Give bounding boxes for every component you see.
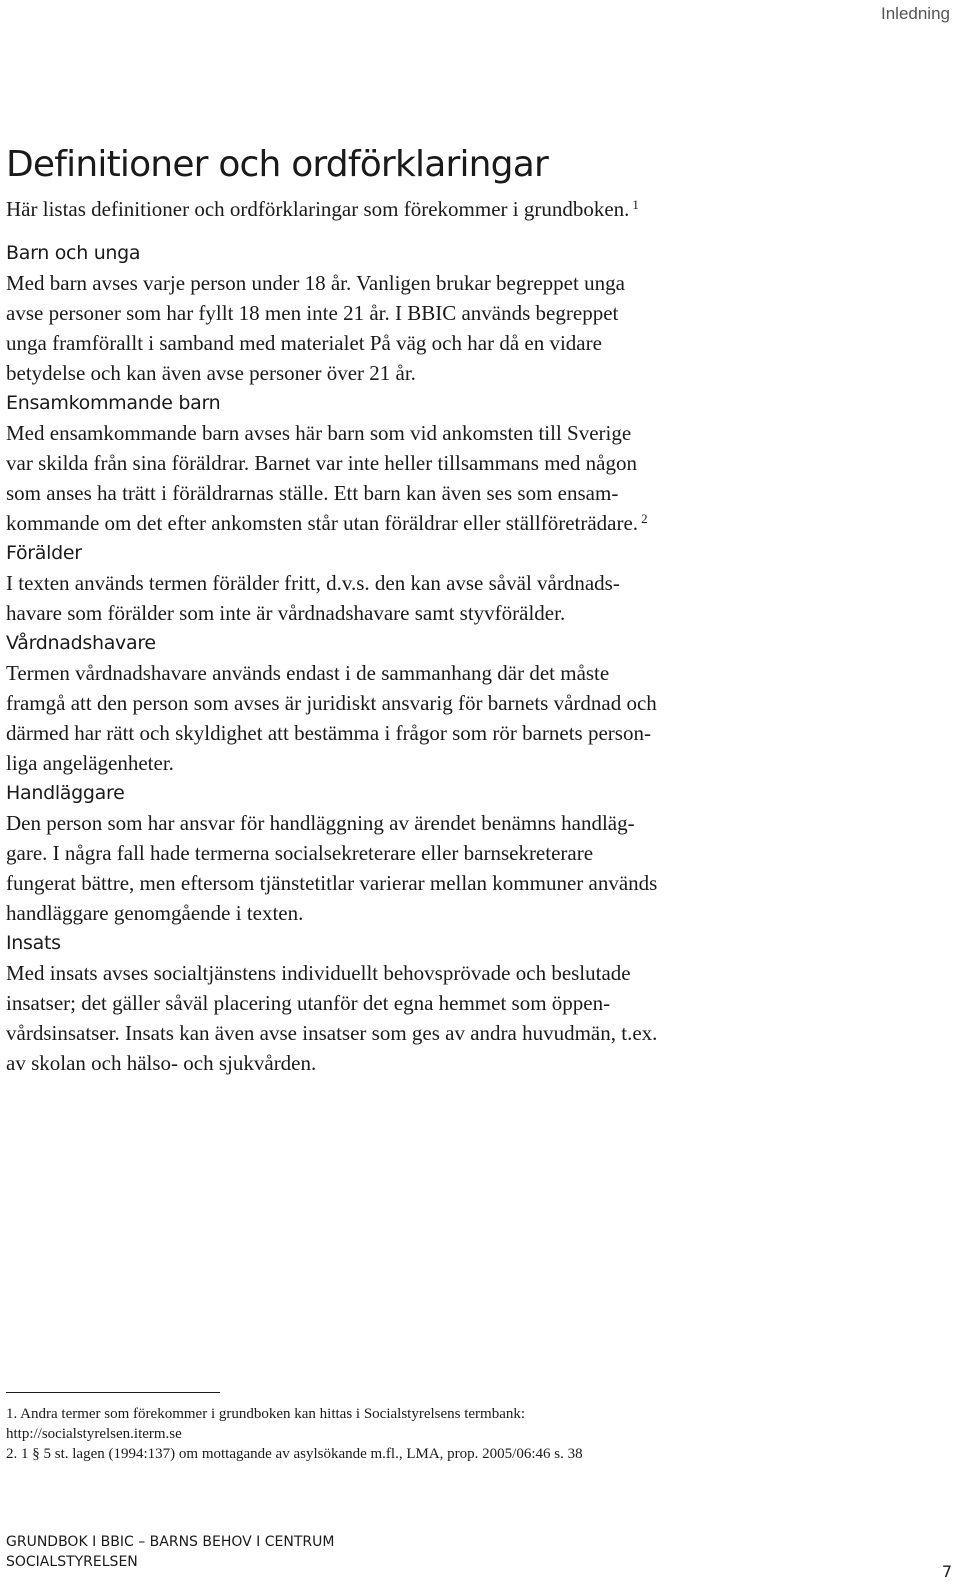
section-heading: Vårdnadshavare — [6, 632, 156, 654]
section-body — [6, 418, 766, 538]
section-heading: Barn och unga — [6, 242, 141, 264]
section-insats — [6, 928, 946, 1078]
section-body — [6, 808, 766, 928]
body-line: liga angelägenheter. — [6, 751, 174, 775]
body-line: Den person som har ansvar för handläggning av ärendet benämns handläg- — [6, 811, 635, 835]
footnote-1-link[interactable]: http://socialstyrelsen.iterm.se — [6, 1426, 182, 1442]
body-line: som anses ha trätt i föräldrarnas ställe. Ett barn kan även ses som ensam- — [6, 481, 619, 505]
section-foralder — [6, 538, 946, 628]
footnote-2: 2. 1 § 5 st. lagen (1994:137) om mottagande av asylsökande m.fl., LMA, prop. 2005/06:46 s. 38 — [6, 1446, 583, 1462]
section-body — [6, 568, 766, 628]
footnote-divider — [6, 1392, 220, 1393]
body-line: var skilda från sina föräldrar. Barnet var inte heller tillsammans med någon — [6, 451, 637, 475]
body-line: kommande om det efter ankomsten står utan föräldrar eller ställföreträdare. — [6, 511, 639, 535]
footnotes — [6, 1404, 906, 1464]
body-line: unga framförallt i samband med materialet På väg och har då en vidare — [6, 331, 602, 355]
section-heading: Ensamkommande barn — [6, 392, 221, 414]
footnote-ref-2: 2 — [641, 511, 648, 526]
body-line: Med insats avses socialtjänstens individuellt behovsprövade och beslutade — [6, 961, 631, 985]
body-line: betydelse och kan även avse personer över 21 år. — [6, 361, 416, 385]
body-line: därmed har rätt och skyldighet att bestämma i frågor som rör barnets person- — [6, 721, 651, 745]
definitions-list — [6, 238, 946, 1078]
body-line: av skolan och hälso- och sjukvården. — [6, 1051, 317, 1075]
section-heading: Förälder — [6, 542, 82, 564]
body-line: Med ensamkommande barn avses här barn som vid ankomsten till Sverige — [6, 421, 632, 445]
footnote-ref-1: 1 — [632, 197, 639, 212]
body-line: avse personer som har fyllt 18 men inte 21 år. I BBIC används begreppet — [6, 301, 619, 325]
section-body — [6, 268, 766, 388]
footer-book-title: GRUNDBOK I BBIC – BARNS BEHOV I CENTRUM — [6, 1534, 335, 1550]
section-vardnadshavare — [6, 628, 946, 778]
section-ensamkommande-barn — [6, 388, 946, 538]
body-line: Termen vårdnadshavare används endast i de sammanhang där det måste — [6, 661, 610, 685]
running-header: Inledning — [880, 4, 950, 23]
body-line: gare. I några fall hade termerna socialsekreterare eller barnsekreterare — [6, 841, 594, 865]
section-barn-och-unga — [6, 238, 946, 388]
body-line: I texten används termen förälder fritt, d.v.s. den kan avse såväl vårdnads- — [6, 571, 620, 595]
body-line: insatser; det gäller såväl placering utanför det egna hemmet som öppen- — [6, 991, 611, 1015]
body-line: Med barn avses varje person under 18 år. Vanligen brukar begreppet unga — [6, 271, 625, 295]
section-handlaggare — [6, 778, 946, 928]
body-line: havare som förälder som inte är vårdnadshavare samt styvförälder. — [6, 601, 566, 625]
body-line: framgå att den person som avses är juridiskt ansvarig för barnets vårdnad och — [6, 691, 657, 715]
section-body — [6, 658, 766, 778]
section-body — [6, 958, 766, 1078]
page-title: Definitioner och ordförklaringar — [6, 144, 548, 185]
section-heading: Insats — [6, 932, 61, 954]
section-heading: Handläggare — [6, 782, 125, 804]
page-number: 7 — [941, 1562, 952, 1581]
page-footer — [6, 1532, 946, 1572]
intro-paragraph — [6, 194, 936, 224]
footer-publisher: SOCIALSTYRELSEN — [6, 1554, 138, 1570]
body-line: vårdsinsatser. Insats kan även avse insatser som ges av andra huvudmän, t.ex. — [6, 1021, 658, 1045]
body-line: handläggare genomgående i texten. — [6, 901, 304, 925]
body-line: fungerat bättre, men eftersom tjänstetitlar varierar mellan kommuner används — [6, 871, 658, 895]
footnote-1: 1. Andra termer som förekommer i grundboken kan hittas i Socialstyrelsens termbank: — [6, 1406, 526, 1422]
intro-text: Här listas definitioner och ordförklaringar som förekommer i grundboken. — [6, 197, 630, 221]
